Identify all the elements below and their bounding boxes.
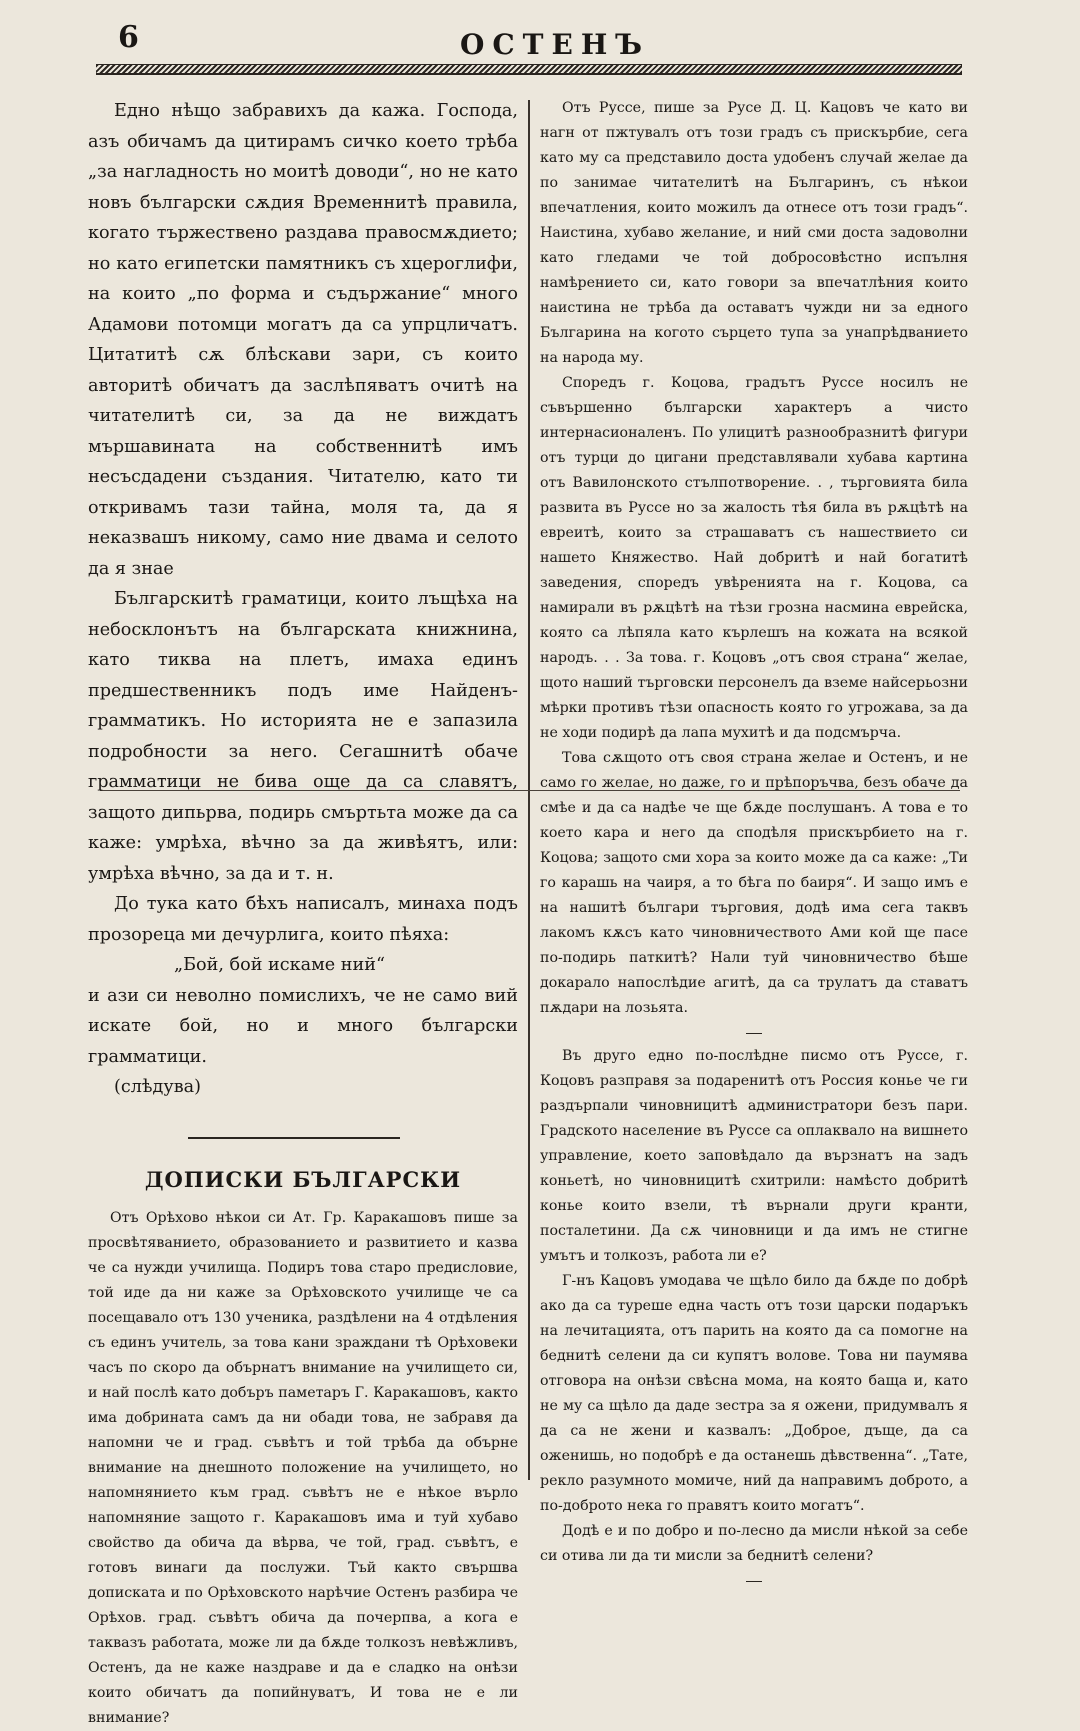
continued-note: (слѣдува): [114, 1077, 201, 1097]
left-paragraph-4: и ази си неволно помислихъ, че не само вий искате бой, но и много български грамматици.: [88, 985, 518, 1067]
right-paragraph-1: Отъ Руссе, пише за Русе Д. Ц. Кацовъ че като ви нагн от пжтувалъ отъ този градъ съ прискърбие, сега като му са представило доста удобенъ случай желае да по занимае читателитѣ на Българинъ, съ нѣкои впечатления, които можилъ да отнесе отъ този градъ“. Наистина, хубаво желание, и ний сми доста задоволни като гледами че той добросовѣстно испълня намѣрението си, като говори за впечатлѣния които наистина не трѣба да оставатъ чужди ни за едного Българина на когото сърцето тупа за унапрѣдванието на народа му.: [540, 100, 968, 366]
header-rule: [96, 64, 962, 75]
right-paragraph-4: Въ друго едно по-послѣдне писмо отъ Руссе, г. Коцовъ разправя за подаренитѣ отъ Россия коньe че ги раздърпали чиновницитѣ администратори безъ пари. Градското население въ Руссе са оплаквало на вишнето управление, което заповѣдало да вързнатъ на задъ коньетѣ, но чиновницитѣ схитрили: намѣсто добритѣ коньe които взели, тѣ върнали други кранти, посталетини. Да сѫ чиновници и да имъ не стигне умътъ и толкозъ, работа ли е?: [540, 1048, 968, 1264]
left-paragraph-3: До тука като бѣхъ написалъ, минаха подъ прозореца ми дечурлига, които пѣяха:: [88, 894, 518, 945]
left-paragraph-1: Едно нѣщо забравихъ да кажа. Господа, азъ обичамъ да цитирамъ сичко което трѣба „за нагладность но моитѣ доводи“, но не като новъ български сѫдия Временнитѣ правила, когато тържествено раздава правосмѫдието; но като египетски памятникъ съ хцероглифи, на които „по форма и съдържание“ много Адамови потомци могатъ да са упрцличатъ. Цитатитѣ сѫ блѣскави зари, съ които авторитѣ обичатъ да заслѣпяватъ очитѣ на читателитѣ си, за да не виждатъ мършавината на собственнитѣ имъ несъсдадени създания. Читателю, като ти откривамъ тази тайна, моля та, да я неказвашъ никому, само ние двамa и селото да я знае: [88, 101, 518, 579]
song-quote: „Бой, бой искаме ний“: [174, 955, 385, 975]
section-separator: [188, 1137, 400, 1139]
right-paragraph-2: Споредъ г. Коцова, градътъ Руссе носилъ не съвършенно български характеръ а чисто интернасионаленъ. По улицитѣ разнообразнитѣ фигури отъ турци до цигани представлявали хубава картина отъ Вавилонското стълпотворение. . , търговията била развита въ Руссе но за жалость тѣя била въ рѫцѣтѣ на евреитѣ, които за страшаватъ съ нашествието си нашето Княжество. Най добритѣ и най богатитѣ заведения, споредъ увѣренията на г. Коцова, са намирали въ рѫцѣтѣ на тѣзи грозна насмина еврейска, която са лѣпяла като кърлешъ на кожата на всякой народъ. . . За това. г. Коцовъ „отъ своя страна“ желае, щото наший търговски персонелъ да вземе найсерьозни мѣрки противъ тѣзи опасность която го угрожава, за да не ходи подирѣ да лапа мухитѣ и да подсмърча.: [540, 375, 968, 741]
left-column: [88, 96, 518, 1731]
left-paragraph-5: Отъ Орѣхово нѣкои си Ат. Гр. Каракашовъ пише за просвѣтяванието, образованието и развитието и казва че са нужди училища. Подиръ това старо предисловие, той иде да ни каже за Орѣховското училище че са посещавало отъ 130 ученика, раздѣлени на 4 отдѣления съ единъ учитель, за това кани зраждани тѣ Орѣховеки часъ по скоро да обърнатъ внимание на училището си, и най послѣ като добъръ паметаръ Г. Каракашовъ, както има добрината самъ да ни обади това, не забравя да напомни че и град. съвѣтъ и той трѣба да обърне внимание на днешното положение на училището, но напомнянието към град. съвѣтъ не е нѣкое върло напомняние защото г. Каракашовъ има и туй хубаво свойство да обича да вѣрва, че той, град. съвѣтъ, е готовъ винаги да послужи. Тъй както свършва дописката и по Орѣховското нарѣчие Остенъ разбира че Орѣхов. град. съвѣтъ обича да почерпва, а кога е таквазъ работата, може ли да бѫде толкозъ невѣжливъ, Остенъ, да не каже наздраве и да е сладко на онѣзи които обичатъ да попийнуватъ, И това не е ли внимание?: [88, 1209, 518, 1726]
right-paragraph-6: Додѣ е и по добро и по-лесно да мисли нѣкой за себе си отива ли да ти мисли за беднитѣ селени?: [540, 1523, 968, 1564]
right-column: [540, 96, 968, 1592]
masthead-title: ОСТЕНЪ: [460, 28, 651, 61]
section-title: ДОПИСКИ БЪЛГАРСКИ: [144, 1166, 462, 1192]
right-paragraph-3: Това сѫщото отъ своя страна желае и Остенъ, и не само го желае, но даже, го и прѣпоръчва, безъ обаче да смѣе и да са надѣе че ще бѫде послушанъ. А това е то което кара и него да сподѣля прискърбието на г. Коцова; защото сми хора за които може да са каже: „Ти го карашь на чаиря, а то бѣга по баиря“. И защо имъ е на нашитѣ българи търговия, додѣ има сега таквъ лакомъ кѫсъ като чиновничеството Ами кой ще пасе по-подирь паткитѣ? Нали туй чиновничество бѣше докарало напослѣдие агитѣ, да са трулатъ да ставатъ пѫдари на лозьята.: [540, 750, 968, 1016]
right-paragraph-5: Г-нъ Кацовъ умодава че щѣло било да бѫде по добрѣ ако да са туреше една часть отъ този царски подаръкъ на лечитацията, отъ парить на която да са помогне на беднитѣ селени да си купятъ волове. Това ни паумява отговора на онѣзи свѣсна мома, на която бащa и, като не му са щѣло да даде зестра за я ожени, придумвалъ я да са не жени и казвалъ: „Доброе, дъще, да са оженишь, но подобрѣ е да останешь дѣвственна“. „Тате, рекло разумното момиче, ний да направимъ доброто, а по-доброто нека го правятъ които могатъ“.: [540, 1273, 968, 1514]
page-number: 6: [118, 20, 140, 55]
left-paragraph-2: Българскитѣ граматици, които лъщѣха на небосклонътъ на българската книжнина, като тиква на плетъ, имаха единъ предшественникъ подъ име Найденъ-грамматикъ. Но историята не е запазила подробности зa него. Сегашнитѣ обаче грамматици не бива още да са славятъ, защото дипьрва, подирь смъртьта може да са каже: умрѣха, вѣчно за да живѣятъ, или: умрѣха вѣчно, за да и т. н.: [88, 589, 518, 884]
dash-separator: [746, 1033, 762, 1034]
end-dash: [746, 1581, 762, 1582]
article-continuation: [88, 96, 518, 1103]
dispatch-orehovo: [88, 1206, 518, 1731]
